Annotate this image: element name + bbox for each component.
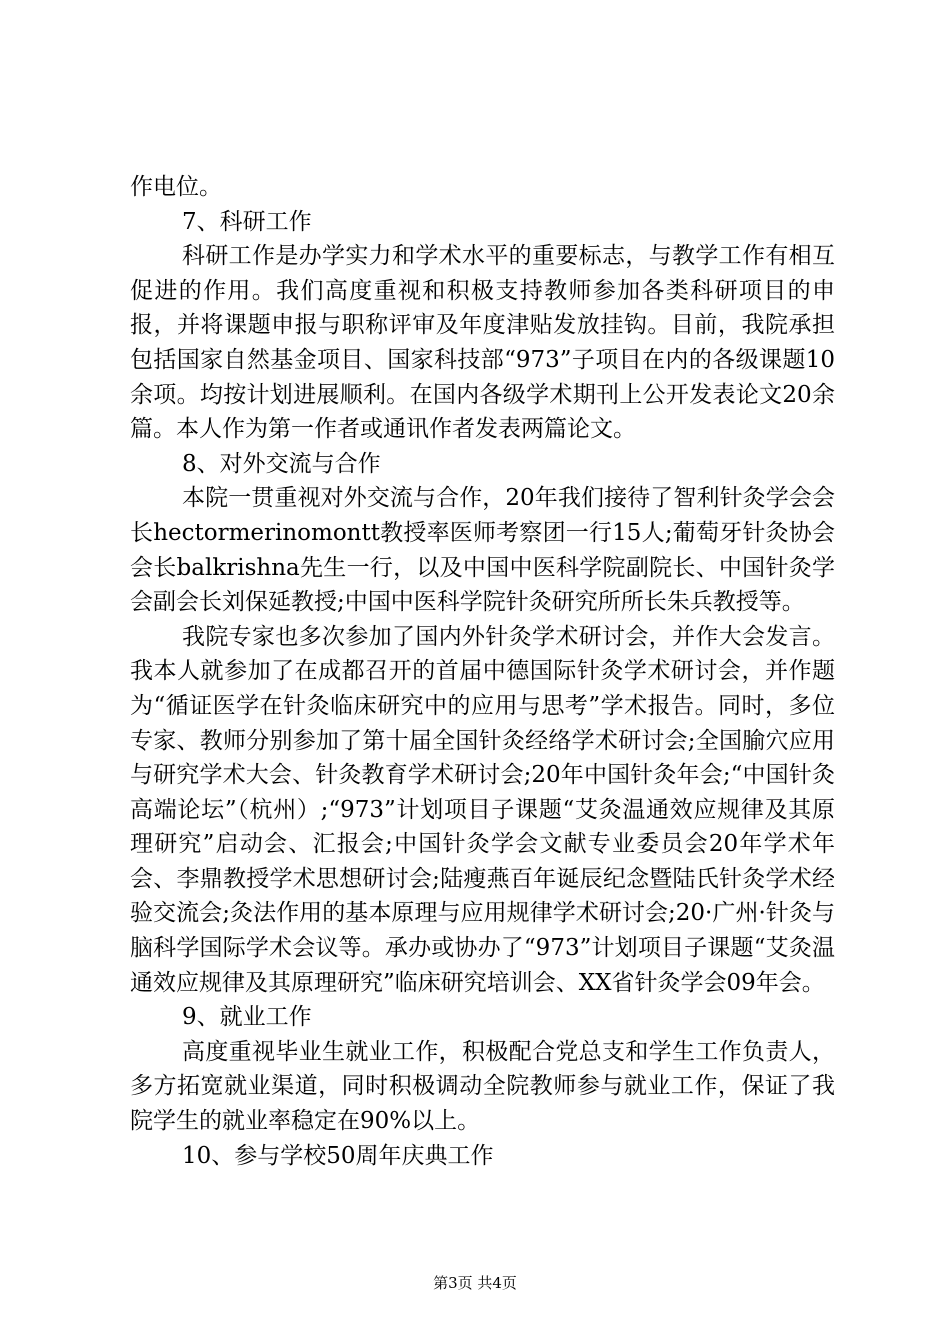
paragraph-exchange-visits: 本院一贯重视对外交流与合作，20年我们接待了智利针灸学会会长hectormerinomontt教授率医师考察团一行15人;葡萄牙针灸协会会长balkrishna先生一行，以及中国中医科学院副院长、中国针灸学会副会长刘保延教授;中国中医科学院针灸研究所所长朱兵教授等。 xyxy=(130,485,835,616)
paragraph-continuation: 作电位。 xyxy=(130,174,222,200)
section-heading-employment: 9、就业工作 xyxy=(182,1004,312,1031)
section-heading-research: 7、科研工作 xyxy=(182,208,312,235)
section-heading-exchange: 8、对外交流与合作 xyxy=(182,450,381,477)
paragraph-employment: 高度重视毕业生就业工作，积极配合党总支和学生工作负责人，多方拓宽就业渠道，同时积极调动全院教师参与就业工作，保证了我院学生的就业率稳定在90%以上。 xyxy=(130,1038,835,1135)
page-number-footer: 第3页 共4页 xyxy=(433,1274,517,1292)
document-body xyxy=(130,170,835,1173)
paragraph-exchange-conferences: 我院专家也多次参加了国内外针灸学术研讨会，并作大会发言。我本人就参加了在成都召开的首届中德国际针灸学术研讨会，并作题为“循证医学在针灸临床研究中的应用与思考”学术报告。同时，多位专家、教师分别参加了第十届全国针灸经络学术研讨会;全国腧穴应用与研究学术大会、针灸教育学术研讨会;20年中国针灸年会;“中国针灸高端论坛”（杭州）;“973”计划项目子课题“艾灸温通效应规律及其原理研究”启动会、汇报会;中国针灸学会文献专业委员会20年学术年会、李鼎教授学术思想研讨会;陆瘦燕百年诞辰纪念暨陆氏针灸学术经验交流会;灸法作用的基本原理与应用规律学术研讨会;20·广州·针灸与脑科学国际学术会议等。承办或协办了“973”计划项目子课题“艾灸温通效应规律及其原理研究”临床研究培训会、XX省针灸学会09年会。 xyxy=(130,623,835,996)
paragraph-research: 科研工作是办学实力和学术水平的重要标志，与教学工作有相互促进的作用。我们高度重视和积极支持教师参加各类科研项目的申报，并将课题申报与职称评审及年度津贴发放挂钩。目前，我院承担包括国家自然基金项目、国家科技部“973”子项目在内的各级课题10余项。均按计划进展顺利。在国内各级学术期刊上公开发表论文20余篇。本人作为第一作者或通讯作者发表两篇论文。 xyxy=(130,243,835,443)
section-heading-anniversary: 10、参与学校50周年庆典工作 xyxy=(182,1142,494,1169)
